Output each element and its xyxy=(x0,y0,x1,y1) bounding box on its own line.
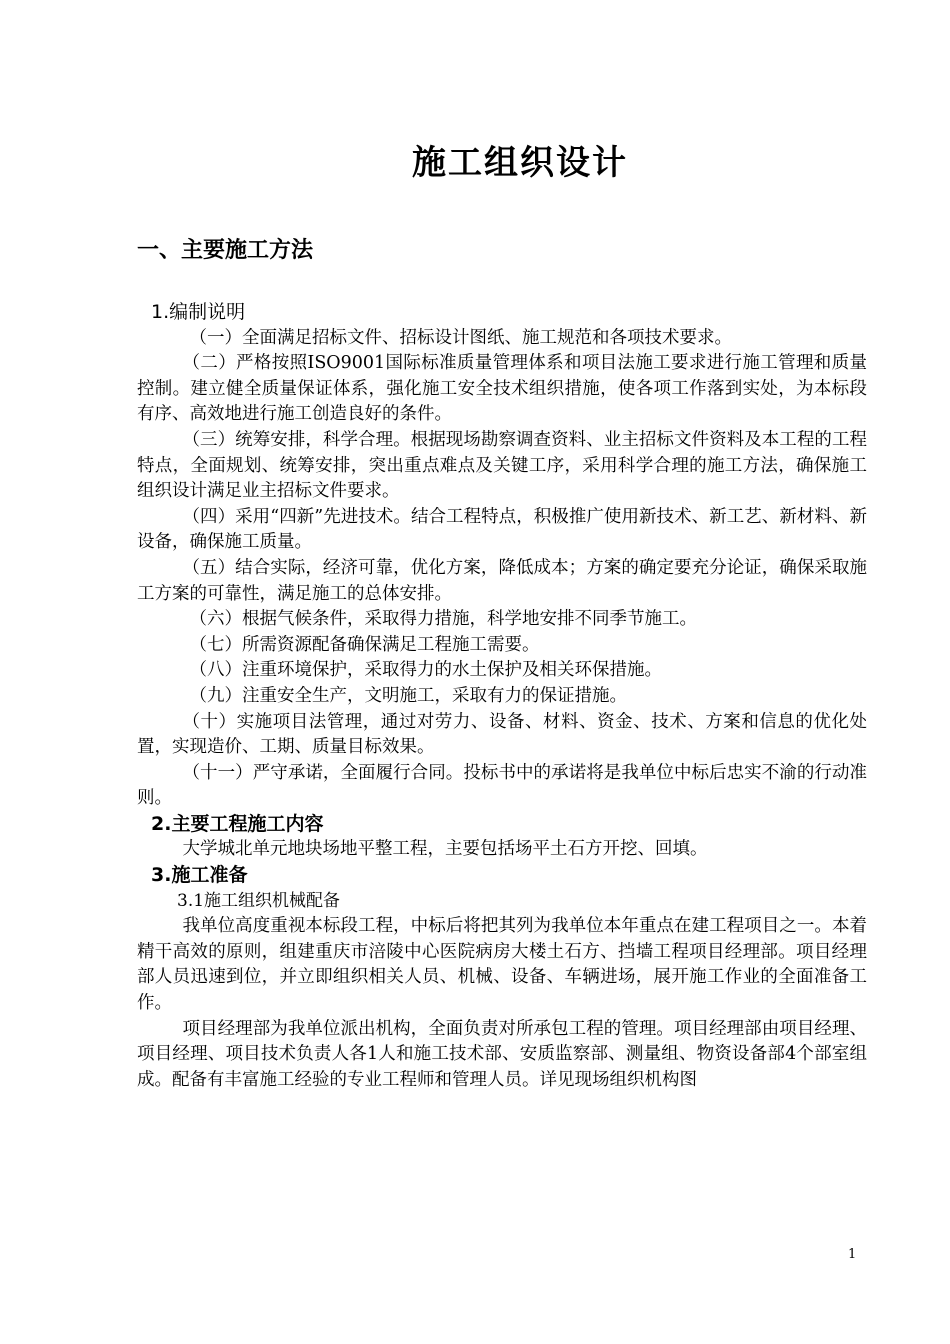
list-item: （七）所需资源配备确保满足工程施工需要。 xyxy=(189,634,540,655)
list-item: （六）根据气候条件，采取得力措施，科学地安排不同季节施工。 xyxy=(189,609,697,630)
subsection-heading-main-works: 2.主要工程施工内容 xyxy=(151,812,324,835)
document-title: 施工组织设计 xyxy=(412,143,628,183)
list-item: （十一）严守承诺，全面履行合同。投标书中的承诺将是我单位中标后忠实不渝的行动准则。 xyxy=(137,762,867,809)
list-item: （四）采用“四新”先进技术。结合工程特点，积极推广使用新技术、新工艺、新材料、新设备，确保施工质量。 xyxy=(137,506,867,553)
subsection-heading-compilation: 1.编制说明 xyxy=(151,301,246,323)
list-item: （五）结合实际，经济可靠，优化方案，降低成本；方案的确定要充分论证，确保采取施工方案的可靠性，满足施工的总体安排。 xyxy=(137,557,867,604)
list-item: （十）实施项目法管理，通过对劳力、设备、材料、资金、技术、方案和信息的优化处置，实现造价、工期、质量目标效果。 xyxy=(137,711,867,758)
list-item: （九）注重安全生产，文明施工，采取有力的保证措施。 xyxy=(189,685,627,706)
subsection-heading-preparation: 3.施工准备 xyxy=(151,864,248,887)
document-body xyxy=(137,300,867,1093)
list-item: （一）全面满足招标文件、招标设计图纸、施工规范和各项技术要求。 xyxy=(189,327,732,348)
paragraph: 我单位高度重视本标段工程，中标后将把其列为我单位本年重点在建工程项目之一。本着精干高效的原则，组建重庆市涪陵中心医院病房大楼土石方、挡墙工程项目经理部。项目经理部人员迅速到位，并立即组织相关人员、机械、设备、车辆进场，展开施工作业的全面准备工作。 xyxy=(137,916,867,1014)
paragraph: 项目经理部为我单位派出机构，全面负责对所承包工程的管理。项目经理部由项目经理、项目经理、项目技术负责人各1人和施工技术部、安质监察部、测量组、物资设备部4个部室组成。配备有丰富施工经验的专业工程师和管理人员。详见现场组织机构图 xyxy=(137,1018,867,1090)
paragraph: 大学城北单元地块场地平整工程，主要包括场平土石方开挖、回填。 xyxy=(182,839,708,860)
list-item: （二）严格按照ISO9001国际标准质量管理体系和项目法施工要求进行施工管理和质量控制。建立健全质量保证体系，强化施工安全技术组织措施，使各项工作落到实处，为本标段有序、高效地进行施工创造良好的条件。 xyxy=(137,353,867,425)
list-item: （三）统筹安排，科学合理。根据现场勘察调查资料、业主招标文件资料及本工程的工程特点，全面规划、统筹安排，突出重点难点及关键工序，采用科学合理的施工方法，确保施工组织设计满足业主招标文件要求。 xyxy=(137,429,867,502)
section-heading-main-methods: 一、主要施工方法 xyxy=(137,238,314,263)
list-item: （八）注重环境保护，采取得力的水土保护及相关环保措施。 xyxy=(189,660,662,681)
sub-subsection-heading: 3.1施工组织机械配备 xyxy=(177,890,341,911)
page-number: 1 xyxy=(848,1247,857,1262)
